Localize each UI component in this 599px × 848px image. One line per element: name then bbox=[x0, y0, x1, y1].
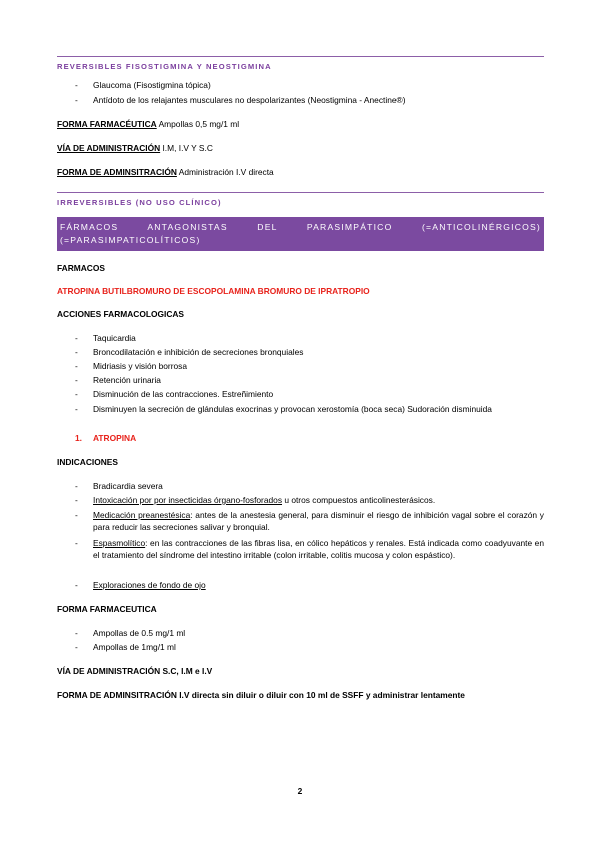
bullet-dash: - bbox=[75, 404, 78, 414]
top-rule bbox=[57, 56, 544, 57]
bullet-dash: - bbox=[75, 347, 78, 357]
indicacion-item bbox=[93, 510, 544, 533]
bullet-dash: - bbox=[75, 80, 78, 90]
bullet-dash: - bbox=[75, 375, 78, 385]
reversibles-item: Antídoto de los relajantes musculares no despolarizantes (Neostigmina - Anectine®) bbox=[93, 95, 406, 105]
indicacion-term: Medicación preanestésica bbox=[93, 510, 191, 520]
indicacion-text: : antes de la anestesia general, para disminuir el riesgo de inhibición vagal sobre el corazón y para reducir las secreciones salivar y bronquial. bbox=[93, 510, 544, 532]
bullet-dash: - bbox=[75, 538, 78, 548]
indicacion-term: Intoxicación por por insecticidas órgano-fosforados bbox=[93, 495, 283, 505]
indicacion-term: Exploraciones de fondo de ojo bbox=[93, 580, 206, 590]
via-administracion: VÍA DE ADMINISTRACIÓN S.C, I.M e I.V bbox=[57, 666, 213, 676]
atropina-number: 1. bbox=[75, 433, 82, 443]
irreversibles-rule bbox=[57, 192, 544, 193]
forma-value: Ampollas 0,5 mg/1 ml bbox=[156, 119, 240, 129]
reversibles-item: Glaucoma (Fisostigmina tópica) bbox=[93, 80, 211, 90]
farmacos-label: FARMACOS bbox=[57, 263, 105, 273]
indicacion-item: Bradicardia severa bbox=[93, 481, 163, 491]
forma-label: FORMA FARMACÉUTICA bbox=[57, 119, 157, 129]
forma-farmaceutica-label: FORMA FARMACEUTICA bbox=[57, 604, 157, 614]
accion-item: Taquicardia bbox=[93, 333, 136, 343]
indicacion-text: u otros compuestos anticolinesterásicos. bbox=[282, 495, 436, 505]
bullet-dash: - bbox=[75, 510, 78, 520]
bullet-dash: - bbox=[75, 333, 78, 343]
indicacion-text: : en las contracciones de las fibras lisa, en cólico hepáticos y renales. Está indicada como coadyuvante en el tratamiento del síndrome del intestino irritable (colon irritable, colitis mucosa y colon espástico). bbox=[93, 538, 544, 560]
bullet-dash: - bbox=[75, 389, 78, 399]
reversibles-heading: REVERSIBLES FISOSTIGMINA Y NEOSTIGMINA bbox=[57, 62, 272, 71]
accion-item: Disminuyen la secreción de glándulas exocrinas y provocan xerostomía (boca seca) Sudoración disminuida bbox=[93, 404, 492, 414]
bullet-dash: - bbox=[75, 361, 78, 371]
via-value: I.M, I.V Y S.C bbox=[160, 143, 213, 153]
bullet-dash: - bbox=[75, 580, 78, 590]
admin-label: FORMA DE ADMINSITRACIÓN bbox=[57, 167, 177, 177]
forma-farmaceutica-line bbox=[57, 119, 239, 130]
accion-item: Disminución de las contracciones. Estreñimiento bbox=[93, 389, 274, 399]
bullet-dash: - bbox=[75, 628, 78, 638]
indicacion-item bbox=[93, 538, 544, 561]
indicacion-item bbox=[93, 580, 206, 591]
accion-item: Midriasis y visión borrosa bbox=[93, 361, 188, 371]
band-title: FÁRMACOS ANTAGONISTAS DEL PARASIMPÁTICO (=ANTICOLINÉRGICOS) (=PARASIMPATICOLÍTICOS) bbox=[60, 222, 541, 245]
via-line bbox=[57, 143, 213, 154]
forma-item: Ampollas de 0.5 mg/1 ml bbox=[93, 628, 186, 638]
bullet-dash: - bbox=[75, 642, 78, 652]
atropina-title: ATROPINA bbox=[93, 433, 137, 443]
acciones-label: ACCIONES FARMACOLOGICAS bbox=[57, 309, 185, 319]
forma-item: Ampollas de 1mg/1 ml bbox=[93, 642, 176, 652]
indicaciones-label: INDICACIONES bbox=[57, 457, 118, 467]
irreversibles-heading: IRREVERSIBLES (NO USO CLÍNICO) bbox=[57, 198, 222, 207]
bullet-dash: - bbox=[75, 95, 78, 105]
accion-item: Retención urinaria bbox=[93, 375, 161, 385]
bullet-dash: - bbox=[75, 495, 78, 505]
page-number: 2 bbox=[297, 786, 303, 796]
forma-administracion: FORMA DE ADMINSITRACIÓN I.V directa sin diluir o diluir con 10 ml de SSFF y administrar lentamente bbox=[57, 690, 465, 700]
admin-line bbox=[57, 167, 274, 178]
via-label: VÍA DE ADMINISTRACIÓN bbox=[57, 143, 161, 153]
indicacion-item bbox=[93, 495, 435, 506]
bullet-dash: - bbox=[75, 481, 78, 491]
accion-item: Broncodilatación e inhibición de secreciones bronquiales bbox=[93, 347, 304, 357]
indicacion-term: Espasmolítico bbox=[93, 538, 146, 548]
admin-value: Administración I.V directa bbox=[176, 167, 274, 177]
farmacos-list: ATROPINA BUTILBROMURO DE ESCOPOLAMINA BROMURO DE IPRATROPIO bbox=[57, 286, 370, 296]
